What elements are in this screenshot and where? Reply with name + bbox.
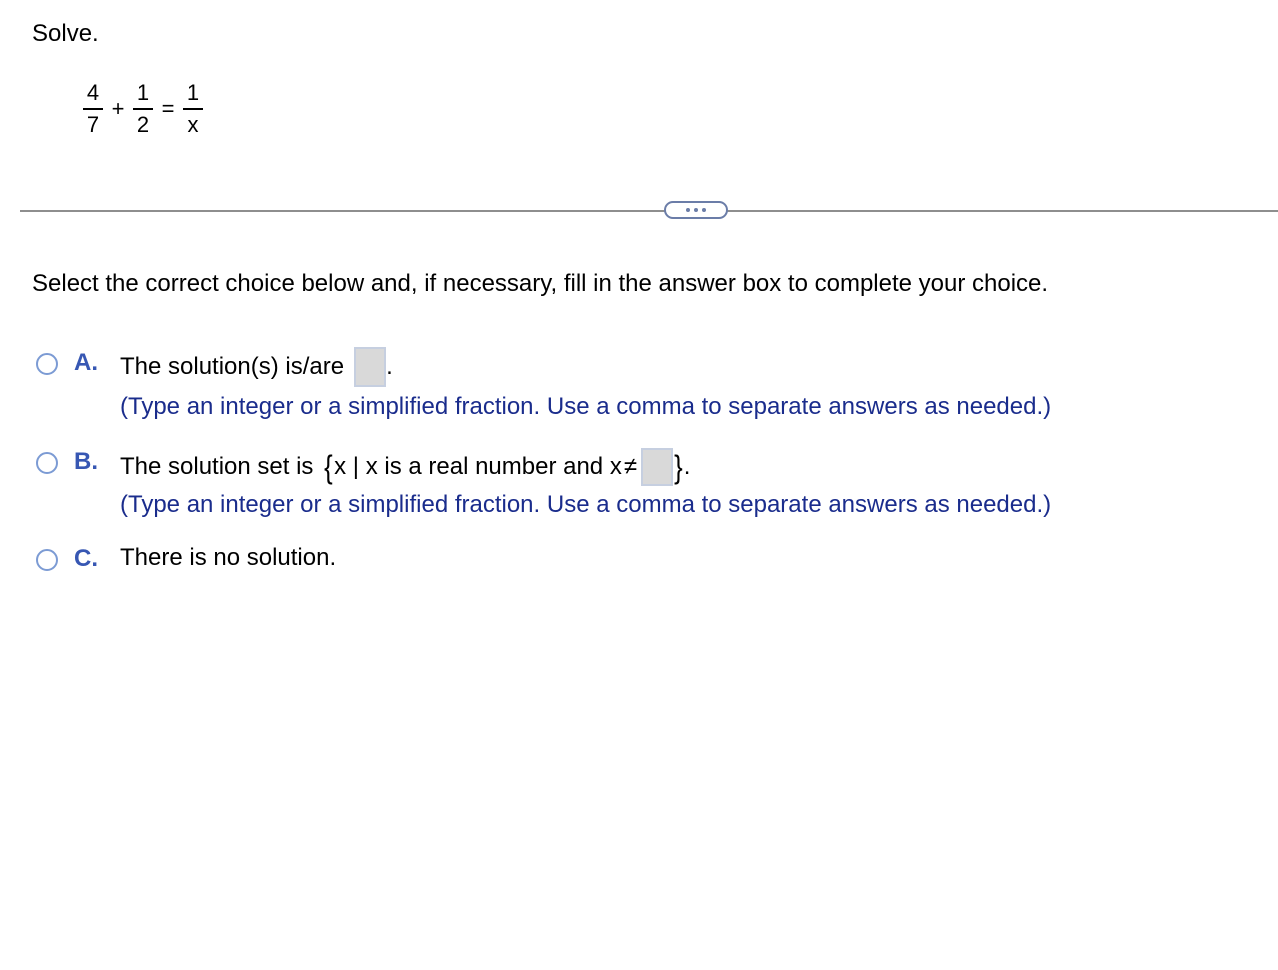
choice-b-hint: (Type an integer or a simplified fraction. Use a comma to separate answers as needed.) xyxy=(120,491,1052,518)
choice-b-statement xyxy=(120,447,690,487)
plus-operator: + xyxy=(111,96,125,121)
numerator: 1 xyxy=(136,80,150,105)
choice-b-period: . xyxy=(683,453,691,480)
fraction-bar xyxy=(133,108,153,110)
choice-a-text: The solution(s) is/are xyxy=(120,353,345,380)
ellipsis-icon xyxy=(694,208,698,212)
radio-choice-b[interactable] xyxy=(36,452,58,474)
choice-c-statement xyxy=(120,543,336,573)
open-brace: { xyxy=(324,449,334,485)
ellipsis-icon xyxy=(702,208,706,212)
radio-choice-a[interactable] xyxy=(36,353,58,375)
fraction-1-x xyxy=(182,80,204,138)
choice-a-letter: A. xyxy=(74,349,98,376)
fraction-4-7 xyxy=(82,80,104,138)
denominator: x xyxy=(187,112,199,137)
more-options-button[interactable] xyxy=(664,201,728,219)
prompt-text: Select the correct choice below and, if necessary, fill in the answer box to complete your choice. xyxy=(32,270,1049,297)
choice-c-text: There is no solution. xyxy=(120,544,337,571)
choice-c-letter: C. xyxy=(74,545,98,572)
instruction-text: Solve. xyxy=(32,20,99,47)
denominator: 7 xyxy=(86,112,100,137)
not-equal-symbol: ≠ xyxy=(623,453,637,480)
equation xyxy=(82,80,204,138)
fraction-1-2 xyxy=(132,80,154,138)
numerator: 4 xyxy=(86,80,100,105)
radio-choice-c[interactable] xyxy=(36,549,58,571)
set-builder-text: x | x is a real number and x xyxy=(334,453,622,480)
choice-a-hint: (Type an integer or a simplified fraction. Use a comma to separate answers as needed.) xyxy=(120,393,1052,420)
choice-a-statement xyxy=(120,347,393,387)
ellipsis-icon xyxy=(686,208,690,212)
choice-a-period: . xyxy=(386,353,393,380)
answer-box-a[interactable] xyxy=(354,347,386,387)
answer-box-b[interactable] xyxy=(641,448,673,486)
close-brace: } xyxy=(674,449,683,485)
numerator: 1 xyxy=(186,80,200,105)
section-divider xyxy=(20,210,1278,212)
choice-b-letter: B. xyxy=(74,448,98,475)
equals-operator: = xyxy=(161,96,175,121)
fraction-bar xyxy=(83,108,103,110)
choice-b-text: The solution set is xyxy=(120,453,314,480)
fraction-bar xyxy=(183,108,203,110)
denominator: 2 xyxy=(136,112,150,137)
